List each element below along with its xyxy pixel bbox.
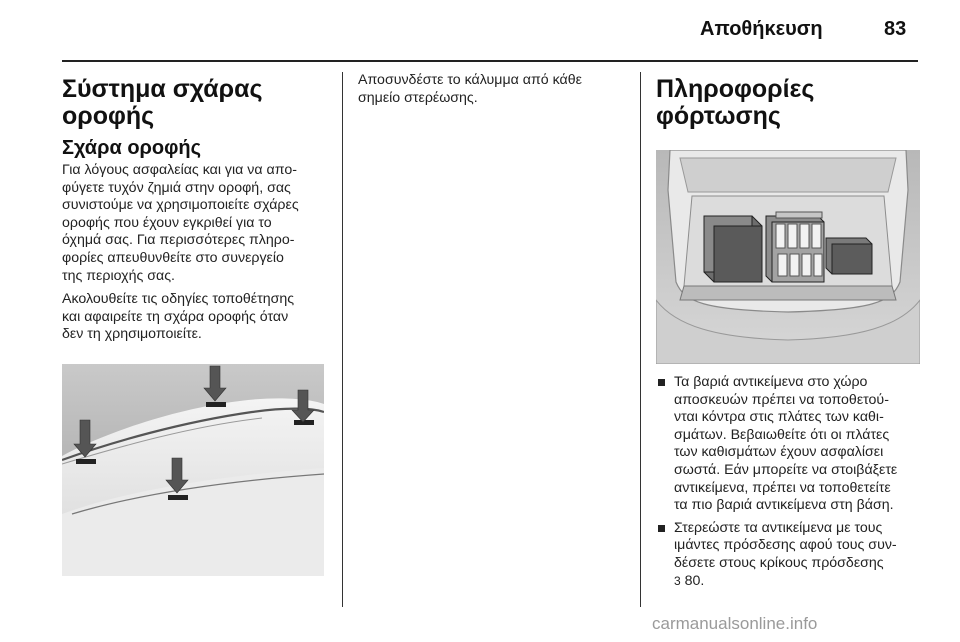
page-reference-number: 80. [684,572,705,589]
watermark: carmanualsonline.info [652,614,818,633]
loading-info-heading: Πληροφορίες φόρτωσης [656,75,815,130]
column-divider-2 [640,72,641,607]
list-item [656,374,928,515]
section-title: Αποθήκευση [700,18,823,40]
middle-column [358,72,626,113]
roof-rack-paragraph-1: Για λόγους ασφαλείας και για να απο- φύγετε τυχόν ζημιά στην οροφή, σας συνιστούμε να χρησιμοποιείτε σχάρες οροφής που έχουν εγκριθεί για το όχημά σας. Για περισσότερες πληρο- φορίες απευθυνθείτε στο συνεργείο της περιοχής σας. [62,162,299,284]
loading-instructions-list [656,374,928,595]
header-rule [62,60,918,62]
right-column [656,72,924,136]
roof-rack-subheading: Σχάρα οροφής [62,137,202,159]
roof-rack-illustration [62,364,324,576]
column-divider-1 [342,72,343,607]
roof-rack-heading: Σύστημα σχάρας οροφής [62,75,263,130]
bullet-text: Στερεώστε τα αντικείμενα με τους ιμάντες πρόσδεσης αφού τους συν- δέσετε στους κρίκους πρόσδεσης [674,519,897,571]
page-reference-link[interactable] [674,573,704,589]
list-item [656,520,928,590]
page-reference-icon: 3 [674,573,681,588]
roof-rack-paragraph-2: Ακολουθείτε τις οδηγίες τοποθέτησης και αφαιρείτε τη σχάρα οροφής όταν δεν τη χρησιμοποιείτε. [62,291,295,343]
bullet-text: Τα βαριά αντικείμενα στο χώρο αποσκευών πρέπει να τοποθετού- νται κόντρα στις πλάτες των καθι- σμάτων. Βεβαιωθείτε ότι οι πλάτες των καθισμάτων έχουν ασφαλίσει σωστά. Εάν μπορείτε να στοιβάξετε αντικείμενα, πρέπει να τοποθετείτε τα πιο βαριά αντικείμενα στη βάση. [674,374,898,514]
left-column [62,72,330,350]
bullet-square-icon [658,379,665,386]
bullet-square-icon [658,525,665,532]
cargo-area-illustration [656,150,920,364]
page-number: 83 [884,18,907,40]
disconnect-cover-paragraph: Αποσυνδέστε το κάλυμμα από κάθε σημείο στερέωσης. [358,72,582,106]
